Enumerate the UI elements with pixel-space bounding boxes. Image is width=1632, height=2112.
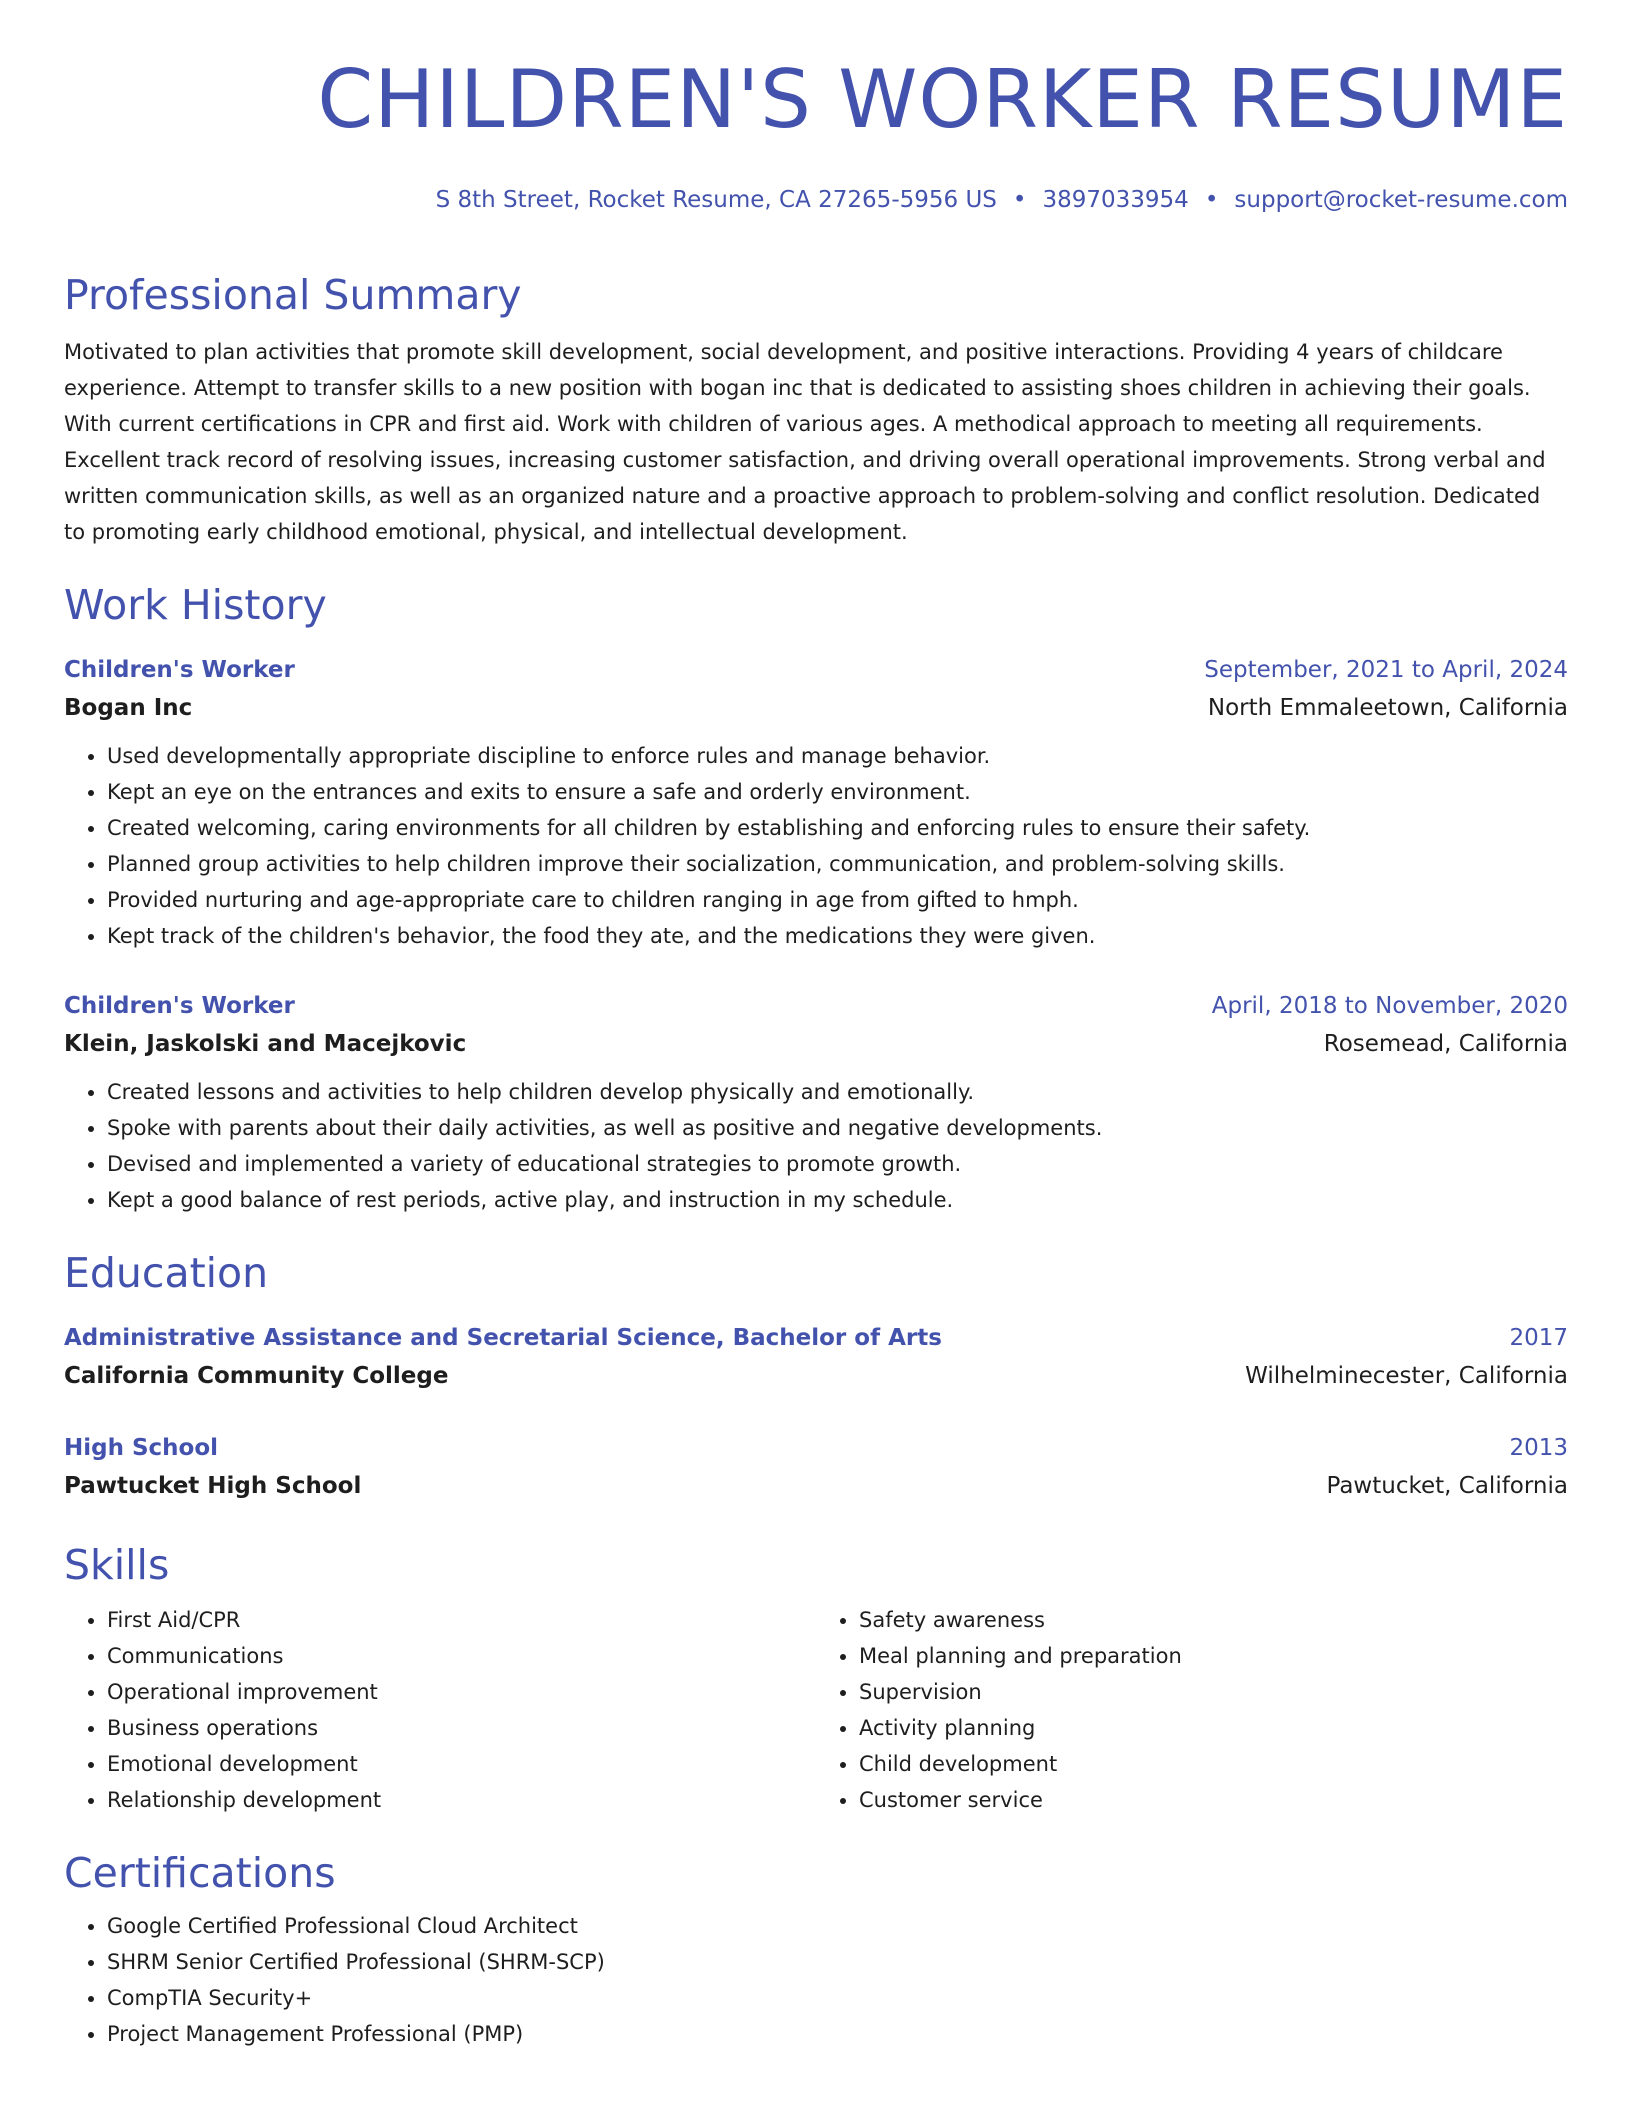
skill-item: • Activity planning [859, 1710, 1568, 1746]
job-bullet: • Devised and implemented a variety of educational strategies to promote growth. [107, 1146, 1568, 1182]
job-role: Children's Worker [64, 993, 295, 1019]
section-title-education: Education [64, 1249, 269, 1297]
job-bullet: • Created welcoming, caring environments for all children by establishing and enforcing rules to ensure their safety. [107, 810, 1568, 846]
contact-email[interactable]: support@rocket-resume.com [1234, 187, 1568, 213]
education-degree: High School [64, 1435, 219, 1461]
contact-address: S 8th Street, Rocket Resume, CA 27265-5956 US [435, 187, 997, 213]
job-bullet: • Kept track of the children's behavior, the food they ate, and the medications they were given. [107, 918, 1568, 954]
job-header-row [64, 988, 1568, 1024]
job-bullet: • Kept an eye on the entrances and exits to ensure a safe and orderly environment. [107, 774, 1568, 810]
skill-item: • Business operations [107, 1710, 816, 1746]
resume-header [64, 52, 1568, 216]
skill-item: • Operational improvement [107, 1674, 816, 1710]
job-bullet: • Spoke with parents about their daily activities, as well as positive and negative developments. [107, 1110, 1568, 1146]
job-role: Children's Worker [64, 657, 295, 683]
summary-text: Motivated to plan activities that promote skill development, social development, and positive interactions. Providing 4 years of childcare experience. Attempt to transfer skills to a new position with bogan inc that is dedicated to assisting shoes children in achieving their goals. With current certifications in CPR and first aid. Work with children of various ages. A methodical approach to meeting all requirements. Excellent track record of resolving issues, increasing customer satisfaction, and driving overall operational improvements. Strong verbal and written communication skills, as well as an organized nature and a proactive approach to problem-solving and conflict resolution. Dedicated to promoting early childhood emotional, physical, and intellectual development. [64, 340, 1546, 544]
education-header-row [64, 1320, 1568, 1356]
education-year: 2017 [1509, 1325, 1568, 1351]
job-entry [64, 652, 1568, 954]
skill-item: • Communications [107, 1638, 816, 1674]
education-entry [64, 1430, 1568, 1506]
job-bullet: • Kept a good balance of rest periods, active play, and instruction in my schedule. [107, 1182, 1568, 1218]
education-location: Wilhelminecester, California [1245, 1363, 1568, 1389]
skills-list-left [64, 1602, 816, 1818]
education-entry [64, 1320, 1568, 1396]
resume-title: CHILDREN'S WORKER RESUME [317, 53, 1568, 146]
skill-item: • Customer service [859, 1782, 1568, 1818]
section-title-work-history: Work History [64, 581, 327, 629]
job-company-row [64, 688, 1568, 728]
job-bullet: • Provided nurturing and age-appropriate care to children ranging in age from gifted to hmph. [107, 882, 1568, 918]
education-school: Pawtucket High School [64, 1473, 362, 1499]
job-entry [64, 988, 1568, 1218]
skill-item: • Supervision [859, 1674, 1568, 1710]
education-year: 2013 [1509, 1435, 1568, 1461]
education-school-row [64, 1466, 1568, 1506]
certification-item: • SHRM Senior Certified Professional (SHRM-SCP) [107, 1944, 1568, 1980]
contact-line [64, 184, 1568, 216]
contact-separator: • [1012, 187, 1027, 213]
job-bullets [64, 738, 1568, 954]
job-bullet: • Created lessons and activities to help children develop physically and emotionally. [107, 1074, 1568, 1110]
job-dates: September, 2021 to April, 2024 [1204, 657, 1568, 683]
education-degree: Administrative Assistance and Secretarial Science, Bachelor of Arts [64, 1325, 942, 1351]
job-location: Rosemead, California [1323, 1031, 1568, 1057]
certification-item: • Project Management Professional (PMP) [107, 2016, 1568, 2052]
education-school: California Community College [64, 1363, 449, 1389]
job-bullet: • Planned group activities to help children improve their socialization, communication, and problem-solving skills. [107, 846, 1568, 882]
skill-item: • First Aid/CPR [107, 1602, 816, 1638]
skill-item: • Meal planning and preparation [859, 1638, 1568, 1674]
skill-item: • Emotional development [107, 1746, 816, 1782]
skill-item: • Relationship development [107, 1782, 816, 1818]
certification-item: • CompTIA Security+ [107, 1980, 1568, 2016]
job-company: Klein, Jaskolski and Macejkovic [64, 1031, 467, 1057]
education-school-row [64, 1356, 1568, 1396]
job-header-row [64, 652, 1568, 688]
job-bullet: • Used developmentally appropriate discipline to enforce rules and manage behavior. [107, 738, 1568, 774]
skills-columns [64, 1602, 1568, 1818]
job-company: Bogan Inc [64, 695, 193, 721]
contact-separator: • [1204, 187, 1219, 213]
job-company-row [64, 1024, 1568, 1064]
contact-phone: 3897033954 [1042, 187, 1189, 213]
education-header-row [64, 1430, 1568, 1466]
job-bullets [64, 1074, 1568, 1218]
certification-item: • Google Certified Professional Cloud Architect [107, 1908, 1568, 1944]
skills-list-right [816, 1602, 1568, 1818]
certifications-list [64, 1908, 1568, 2052]
skill-item: • Child development [859, 1746, 1568, 1782]
skill-item: • Safety awareness [859, 1602, 1568, 1638]
education-location: Pawtucket, California [1326, 1473, 1568, 1499]
job-location: North Emmaleetown, California [1207, 695, 1568, 721]
section-title-summary: Professional Summary [64, 271, 522, 319]
section-title-skills: Skills [64, 1541, 170, 1589]
section-title-certifications: Certifications [64, 1849, 336, 1897]
job-dates: April, 2018 to November, 2020 [1211, 993, 1568, 1019]
